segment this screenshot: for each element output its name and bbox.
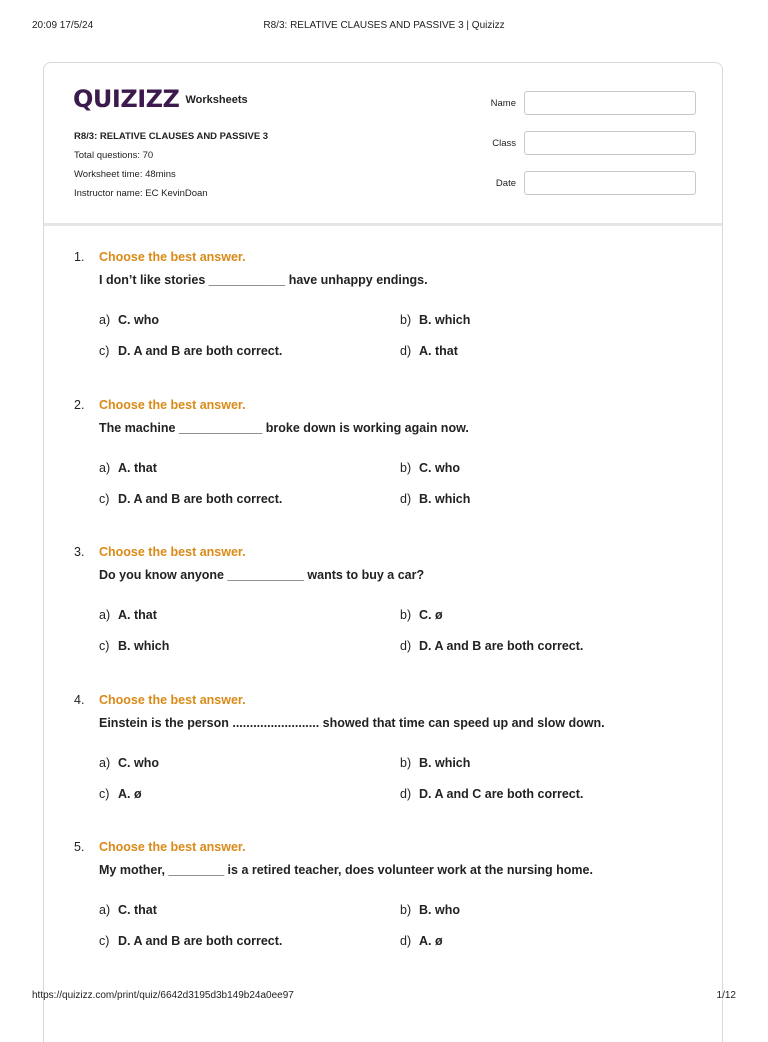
- option-c[interactable]: [99, 344, 282, 358]
- option-a[interactable]: [99, 608, 157, 622]
- option-letter: d): [400, 934, 412, 948]
- class-label: Class: [492, 138, 516, 149]
- worksheet-card: [43, 62, 723, 1042]
- option-b[interactable]: [400, 461, 460, 475]
- option-letter: a): [99, 755, 111, 770]
- option-letter: a): [99, 460, 111, 475]
- date-label: Date: [495, 178, 516, 189]
- logo-subtitle: Worksheets: [185, 94, 248, 106]
- option-text: B. which: [419, 491, 471, 506]
- option-text: C. who: [419, 460, 460, 475]
- worksheet-header: [44, 63, 722, 226]
- option-text: B. which: [118, 639, 170, 653]
- option-c[interactable]: [99, 934, 282, 948]
- option-a[interactable]: [99, 903, 157, 917]
- worksheet-meta: [74, 127, 268, 203]
- option-d[interactable]: [400, 639, 583, 653]
- option-text: D. A and B are both correct.: [118, 344, 283, 358]
- date-input[interactable]: [524, 171, 696, 195]
- option-text: A. that: [118, 608, 157, 622]
- option-letter: c): [99, 786, 110, 801]
- option-text: D. A and C are both correct.: [419, 786, 584, 801]
- option-text: D. A and B are both correct.: [118, 934, 283, 948]
- question-number: 4.: [74, 692, 85, 707]
- option-letter: b): [400, 755, 412, 770]
- name-input[interactable]: [524, 91, 696, 115]
- option-text: C. who: [118, 755, 159, 770]
- question-number: 5.: [74, 840, 85, 854]
- option-c[interactable]: [99, 639, 169, 653]
- option-text: A. that: [118, 460, 157, 475]
- option-letter: b): [400, 313, 412, 327]
- option-b[interactable]: [400, 313, 470, 327]
- question-1: [44, 246, 722, 394]
- print-url[interactable]: https://quizizz.com/print/quiz/6642d3195d3b149b24a0ee97: [32, 990, 294, 1001]
- option-letter: d): [400, 344, 412, 358]
- question-stem: Do you know anyone ___________ wants to buy a car?: [99, 568, 425, 582]
- print-footer: [0, 990, 768, 1004]
- print-datetime: 20:09 17/5/24: [32, 20, 94, 31]
- print-page-number: 1/12: [716, 990, 736, 1001]
- worksheet-time: Worksheet time: 48mins: [74, 169, 176, 180]
- option-letter: d): [400, 639, 412, 653]
- question-4: [44, 689, 722, 837]
- option-b[interactable]: [400, 756, 470, 770]
- option-text: D. A and B are both correct.: [419, 639, 584, 653]
- total-questions: Total questions: 70: [74, 150, 154, 161]
- logo-wordmark: QUIZIZZ: [73, 85, 180, 113]
- option-letter: d): [400, 786, 412, 801]
- option-letter: d): [400, 491, 412, 506]
- question-stem: Einstein is the person ......................... showed that time can speed up and slow down.: [99, 715, 605, 730]
- option-d[interactable]: [400, 787, 583, 801]
- instructor-name: Instructor name: EC KevinDoan: [74, 188, 208, 199]
- question-stem: I don’t like stories ___________ have unhappy endings.: [99, 273, 428, 287]
- option-text: B. which: [419, 755, 471, 770]
- question-instruction: Choose the best answer.: [99, 840, 246, 854]
- question-stem: My mother, ________ is a retired teacher, does volunteer work at the nursing home.: [99, 863, 593, 877]
- question-3: [44, 541, 722, 689]
- question-5: [44, 836, 722, 984]
- option-a[interactable]: [99, 756, 159, 770]
- question-instruction: Choose the best answer.: [99, 250, 246, 264]
- question-instruction: Choose the best answer.: [99, 397, 246, 412]
- question-number: 1.: [74, 250, 85, 264]
- print-header: [0, 16, 768, 34]
- option-text: A. that: [419, 344, 458, 358]
- option-c[interactable]: [99, 492, 282, 506]
- option-d[interactable]: [400, 344, 458, 358]
- option-letter: b): [400, 903, 412, 917]
- option-text: B. which: [419, 313, 471, 327]
- option-letter: c): [99, 491, 110, 506]
- option-text: D. A and B are both correct.: [118, 491, 283, 506]
- option-text: C. ø: [419, 608, 443, 622]
- option-d[interactable]: [400, 492, 470, 506]
- option-letter: c): [99, 934, 110, 948]
- option-text: C. who: [118, 313, 159, 327]
- option-d[interactable]: [400, 934, 443, 948]
- option-text: A. ø: [419, 934, 443, 948]
- option-text: B. who: [419, 903, 460, 917]
- question-list: [44, 246, 722, 984]
- option-letter: a): [99, 313, 111, 327]
- question-number: 3.: [74, 545, 85, 559]
- question-number: 2.: [74, 397, 85, 412]
- question-2: [44, 394, 722, 542]
- option-letter: b): [400, 608, 412, 622]
- option-text: A. ø: [118, 786, 142, 801]
- option-b[interactable]: [400, 903, 460, 917]
- question-stem: The machine ____________ broke down is working again now.: [99, 420, 469, 435]
- worksheet-title: R8/3: RELATIVE CLAUSES AND PASSIVE 3: [74, 131, 269, 142]
- name-label: Name: [490, 98, 516, 109]
- question-instruction: Choose the best answer.: [99, 692, 246, 707]
- option-letter: a): [99, 608, 111, 622]
- question-instruction: Choose the best answer.: [99, 545, 246, 559]
- option-b[interactable]: [400, 608, 443, 622]
- option-c[interactable]: [99, 787, 142, 801]
- print-page-title: R8/3: RELATIVE CLAUSES AND PASSIVE 3 | Quizizz: [263, 20, 505, 31]
- quizizz-logo: [73, 85, 248, 113]
- option-a[interactable]: [99, 461, 157, 475]
- option-text: C. that: [118, 903, 157, 917]
- option-letter: c): [99, 344, 110, 358]
- class-input[interactable]: [524, 131, 696, 155]
- option-letter: b): [400, 460, 412, 475]
- option-letter: c): [99, 639, 110, 653]
- option-a[interactable]: [99, 313, 159, 327]
- option-letter: a): [99, 903, 111, 917]
